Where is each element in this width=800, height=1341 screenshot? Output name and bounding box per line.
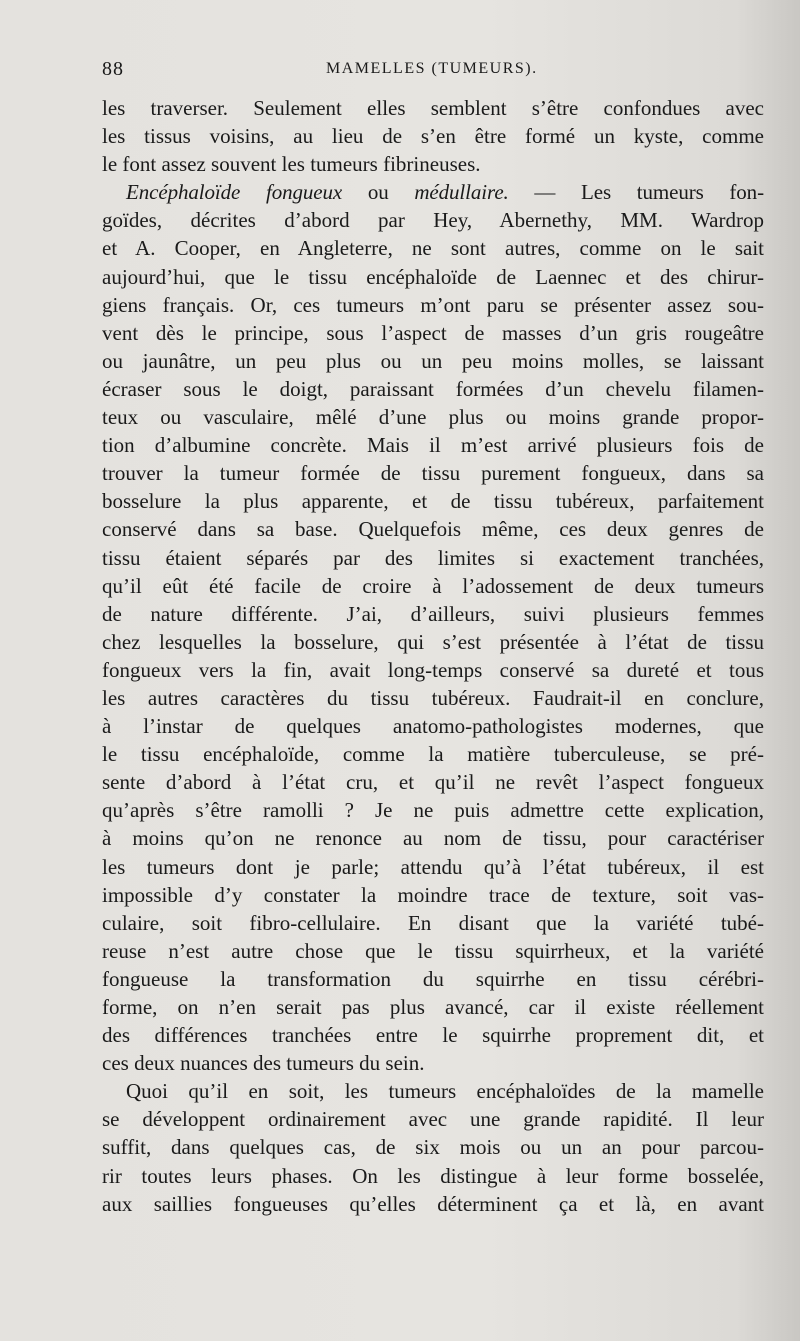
text-line: vent dès le principe, sous l’aspect de masses d’un gris rougeâtre — [102, 320, 764, 345]
text-line: culaire, soit fibro-cellulaire. En disant que la variété tubé- — [102, 910, 764, 935]
heading-term-2: médullaire. — [414, 180, 509, 205]
page-header — [102, 58, 764, 88]
text-line: aujourd’hui, que le tissu encéphaloïde de Laennec et des chirur- — [102, 264, 764, 289]
text-line: les tumeurs dont je parle; attendu qu’à l’état tubéreux, il est — [102, 854, 764, 879]
page-number: 88 — [102, 58, 124, 80]
text-line: bosselure la plus apparente, et de tissu tubéreux, parfaitement — [102, 489, 764, 514]
text-line: se développent ordinairement avec une grande rapidité. Il leur — [102, 1107, 764, 1132]
text-line: rir toutes leurs phases. On les distingue à leur forme bosselée, — [102, 1163, 764, 1188]
text-line: les tissus voisins, au lieu de s’en être formé un kyste, comme — [102, 124, 764, 149]
text-line: fongueuse la transformation du squirrhe en tissu cérébri- — [102, 966, 764, 991]
text-line: qu’après s’être ramolli ? Je ne puis admettre cette explication, — [102, 798, 764, 823]
text-line: les traverser. Seulement elles semblent s’être confondues avec — [102, 96, 764, 120]
text-line: et A. Cooper, en Angleterre, ne sont autres, comme on le sait — [102, 236, 764, 261]
text-line: impossible d’y constater la moindre trace de texture, soit vas- — [102, 882, 764, 907]
text-line: trouver la tumeur formée de tissu purement fongueux, dans sa — [102, 461, 764, 486]
text-line: écraser sous le doigt, paraissant formées d’un chevelu filamen- — [102, 376, 764, 401]
body-text — [102, 94, 764, 1218]
text-line: à l’instar de quelques anatomo-pathologistes modernes, que — [102, 714, 764, 739]
heading-conjunction: ou — [342, 180, 415, 205]
section-heading-line — [102, 178, 764, 206]
text-line: conservé dans sa base. Quelquefois même, ces deux genres de — [102, 517, 764, 542]
text-line: tissu étaient séparés par des limites si exactement tranchées, — [102, 545, 764, 570]
running-head: MAMELLES (TUMEURS). — [326, 60, 538, 77]
text-line: goïdes, décrites d’abord par Hey, Abernethy, MM. Wardrop — [102, 208, 764, 233]
text-line: suffit, dans quelques cas, de six mois ou un an pour parcou- — [102, 1135, 764, 1160]
text-line: forme, on n’en serait pas plus avancé, car il existe réellement — [102, 995, 764, 1019]
text-line: giens français. Or, ces tumeurs m’ont paru se présenter assez sou- — [102, 292, 764, 317]
text-line: à moins qu’on ne renonce au nom de tissu, pour caractériser — [102, 826, 764, 851]
text-line: Quoi qu’il en soit, les tumeurs encéphaloïdes de la mamelle — [126, 1079, 764, 1104]
text-line: de nature différente. J’ai, d’ailleurs, suivi plusieurs femmes — [102, 601, 764, 626]
text-line: des différences tranchées entre le squirrhe proprement dit, et — [102, 1023, 764, 1048]
heading-rest: — Les tumeurs fon- — [508, 180, 764, 205]
text-line: teux ou vasculaire, mêlé d’une plus ou moins grande propor- — [102, 405, 764, 430]
heading-term: Encéphaloïde fongueux — [126, 180, 343, 205]
text-line: fongueux vers la fin, avait long-temps conservé sa dureté et tous — [102, 657, 764, 682]
text-line: sente d’abord à l’état cru, et qu’il ne revêt l’aspect fongueux — [102, 770, 764, 795]
text-line: ces deux nuances des tumeurs du sein. — [102, 1051, 425, 1076]
text-line: le tissu encéphaloïde, comme la matière tuberculeuse, se pré- — [102, 742, 764, 767]
text-line: tion d’albumine concrète. Mais il m’est arrivé plusieurs fois de — [102, 433, 764, 458]
text-line: aux saillies fongueuses qu’elles déterminent ça et là, en avant — [102, 1191, 764, 1216]
text-line: qu’il eût été facile de croire à l’adossement de deux tumeurs — [102, 573, 764, 598]
text-line: ou jaunâtre, un peu plus ou un peu moins molles, se laissant — [102, 348, 764, 373]
text-line: chez lesquelles la bosselure, qui s’est présentée à l’état de tissu — [102, 629, 764, 654]
text-line: le font assez souvent les tumeurs fibrineuses. — [102, 152, 481, 177]
text-line: les autres caractères du tissu tubéreux. Faudrait-il en conclure, — [102, 685, 764, 710]
text-line: reuse n’est autre chose que le tissu squirrheux, et la variété — [102, 938, 764, 963]
